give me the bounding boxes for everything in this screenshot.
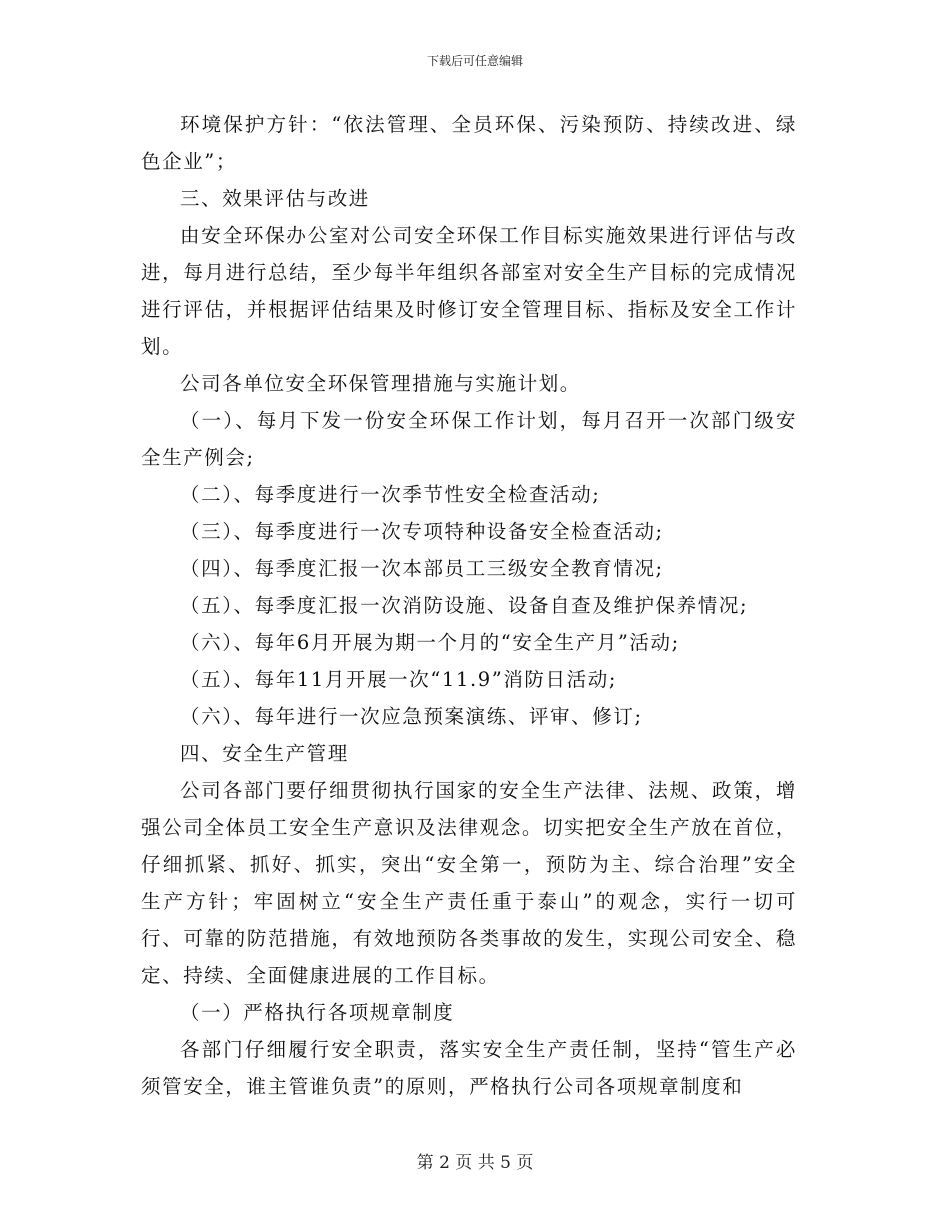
list-item-safety-month: （六）、每年6月开展为期一个月的“安全生产月”活动; (180, 631, 680, 654)
list-item-safety-education: （四）、每季度汇报一次本部员工三级安全教育情况; (180, 557, 664, 580)
paragraph-safety-management: 公司各部门要仔细贯彻执行国家的安全生产法律、法规、政策，增强公司全体员工安全生产意识及法律观念。切实把安全生产放在首位，仔细抓紧、抓好、抓实，突出“安全第一，预防为主、综合治理”安全生产方针；牢固树立“安全生产责任重于泰山”的观念，实行一切可行、可靠的防范措施，有效地预防各类事故的发生，实现公司安全、稳定、持续、全面健康进展的工作目标。 (141, 779, 797, 987)
document-body (141, 106, 797, 1105)
paragraph-env-policy: 环境保护方针：“依法管理、全员环保、污染预防、持续改进、绿色企业”； (141, 113, 797, 173)
paragraph-measures-intro: 公司各单位安全环保管理措施与实施计划。 (180, 372, 581, 395)
list-item-fire-day: （五）、每年11月开展一次“11.9”消防日活动; (180, 668, 617, 691)
paragraph-responsibilities: 各部门仔细履行安全职责，落实安全生产责任制，坚持“管生产必须管安全，谁主管谁负责”的原则，严格执行公司各项规章制度和 (141, 1038, 797, 1098)
page-header: 下载后可任意编辑 (426, 54, 523, 68)
list-item-fire-facilities: （五）、每季度汇报一次消防设施、设备自查及维护保养情况; (180, 594, 749, 617)
section-heading-safety-management: 四、安全生产管理 (180, 742, 349, 765)
subheading-regulations: （一）严格执行各项规章制度 (180, 1001, 455, 1024)
list-item-monthly-plan: （一）、每月下发一份安全环保工作计划，每月召开一次部门级安全生产例会; (141, 409, 797, 469)
list-item-special-equipment: （三）、每季度进行一次专项特种设备安全检查活动; (180, 520, 664, 543)
section-heading-evaluation: 三、效果评估与改进 (180, 187, 370, 210)
page-footer: 第 2 页 共 5 页 (416, 1153, 534, 1173)
list-item-emergency-drill: （六）、每年进行一次应急预案演练、评审、修订; (180, 705, 643, 728)
list-item-seasonal-check: （二）、每季度进行一次季节性安全检查活动; (180, 483, 601, 506)
paragraph-evaluation: 由安全环保办公室对公司安全环保工作目标实施效果进行评估与改进，每月进行总结，至少每半年组织各部室对安全生产目标的完成情况进行评估，并根据评估结果及时修订安全管理目标、指标及安全工作计划。 (141, 224, 797, 358)
